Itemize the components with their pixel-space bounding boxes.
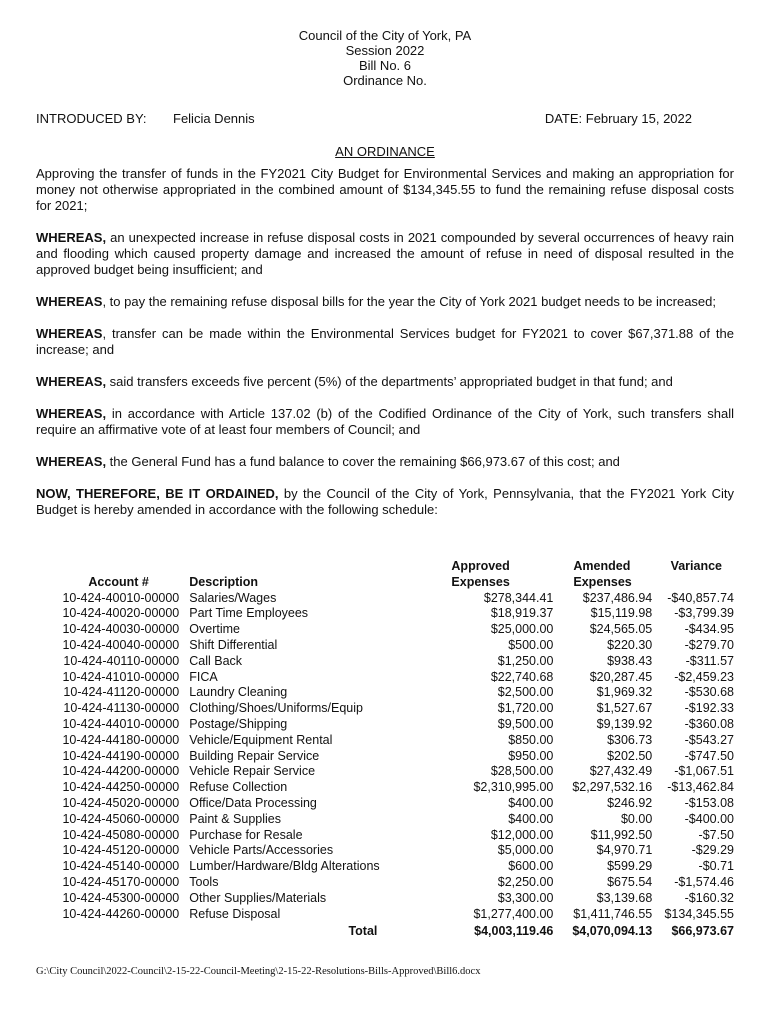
- session-label: Session 2022: [345, 43, 425, 58]
- whereas-paragraph-2: [36, 294, 734, 310]
- amended-expenses: $15,119.98: [590, 606, 653, 621]
- account-description: FICA: [189, 669, 218, 684]
- whereas-lead: WHEREAS,: [36, 374, 107, 389]
- approved-expenses: $2,310,995.00: [473, 780, 554, 795]
- amended-expenses: $0.00: [620, 811, 653, 826]
- amended-expenses-header: Expenses: [573, 574, 632, 589]
- table-row: [36, 812, 734, 828]
- bill-number: Bill No. 6: [358, 58, 412, 73]
- variance: -$543.27: [684, 732, 734, 747]
- variance: -$434.95: [684, 622, 734, 637]
- table-row: [36, 907, 734, 923]
- account-description: Call Back: [189, 653, 243, 668]
- table-body: [36, 591, 734, 923]
- account-description: Office/Data Processing: [189, 795, 317, 810]
- whereas-text: in accordance with Article 137.02 (b) of the Codified Ordinance of the City of York, such transfers shall require an affirmative vote of at least four members of Council; and: [36, 406, 734, 437]
- whereas-text: , transfer can be made within the Environmental Services budget for FY2021 to cover $67,371.88 of the increase; and: [36, 326, 734, 357]
- amended-expenses: $20,287.45: [589, 669, 653, 684]
- whereas-text: the General Fund has a fund balance to cover the remaining $66,973.67 of this cost; and: [106, 454, 620, 469]
- account-number: 10-424-45120-00000: [62, 843, 180, 858]
- approved-expenses: $500.00: [508, 637, 554, 652]
- whereas-lead: WHEREAS,: [36, 454, 107, 469]
- table-row: [36, 733, 734, 749]
- whereas-text: an unexpected increase in refuse disposal costs in 2021 compounded by several occurrences of heavy rain and flooding which caused property damage and increased the amount of refuse in need of disposal resulted in the approved budget being insufficient; and: [36, 230, 734, 277]
- table-row: [36, 859, 734, 875]
- amended-expenses: $220.30: [607, 637, 653, 652]
- amended-expenses: $2,297,532.16: [572, 780, 653, 795]
- account-number: 10-424-40020-00000: [62, 606, 180, 621]
- account-number: 10-424-44200-00000: [62, 764, 180, 779]
- amended-expenses: $3,139.68: [596, 890, 653, 905]
- amended-expenses: $1,411,746.55: [573, 906, 653, 921]
- whereas-paragraph-3: [36, 326, 734, 358]
- budget-table: [36, 559, 734, 940]
- amended-expenses: $675.54: [607, 874, 653, 889]
- table-row: [36, 606, 734, 622]
- account-description: Part Time Employees: [189, 606, 309, 621]
- account-number: 10-424-45170-00000: [62, 874, 180, 889]
- table-row: [36, 654, 734, 670]
- approved-expenses: $1,277,400.00: [473, 906, 554, 921]
- account-description: Paint & Supplies: [189, 811, 281, 826]
- approved-expenses: $28,500.00: [490, 764, 554, 779]
- amended-header: Amended: [573, 559, 631, 573]
- amended-expenses: $246.92: [607, 795, 653, 810]
- ordinance-number: Ordinance No.: [343, 73, 427, 88]
- account-number: 10-424-40040-00000: [62, 637, 180, 652]
- total-row: [36, 922, 734, 940]
- amended-expenses: $599.29: [607, 859, 653, 874]
- ordained-lead: NOW, THEREFORE, BE IT ORDAINED,: [36, 486, 279, 501]
- amended-expenses: $24,565.05: [589, 622, 653, 637]
- amended-expenses: $9,139.92: [596, 716, 653, 731]
- table-row: [36, 717, 734, 733]
- whereas-lead: WHEREAS,: [36, 406, 107, 421]
- variance: -$1,574.46: [674, 874, 734, 889]
- approved-expenses: $22,740.68: [490, 669, 554, 684]
- variance: -$7.50: [698, 827, 734, 842]
- whereas-paragraph-6: [36, 454, 734, 470]
- table-row: [36, 701, 734, 717]
- table-row: [36, 622, 734, 638]
- total-approved: $4,003,119.46: [474, 924, 554, 939]
- account-number: 10-424-40110-00000: [63, 653, 180, 668]
- introducer-name: Felicia Dennis: [173, 111, 255, 126]
- table-row: [36, 749, 734, 765]
- budget-schedule: [36, 559, 734, 940]
- variance: -$29.29: [691, 843, 734, 858]
- approved-expenses: $25,000.00: [490, 622, 554, 637]
- table-row: [36, 591, 734, 607]
- approved-expenses: $600.00: [508, 859, 554, 874]
- account-header: Account #: [88, 574, 149, 589]
- amended-expenses: $202.50: [607, 748, 653, 763]
- table-row: [36, 796, 734, 812]
- account-description: Building Repair Service: [189, 748, 320, 763]
- approved-expenses: $400.00: [508, 811, 554, 826]
- variance: -$2,459.23: [674, 669, 734, 684]
- account-number: 10-424-44260-00000: [62, 906, 180, 921]
- approved-expenses: $2,500.00: [497, 685, 554, 700]
- variance: -$153.08: [684, 795, 734, 810]
- approved-expenses: $2,250.00: [497, 874, 554, 889]
- account-number: 10-424-45140-00000: [62, 859, 180, 874]
- table-header-row-bottom: [36, 575, 734, 591]
- account-number: 10-424-40010-00000: [62, 590, 180, 605]
- account-description: Tools: [189, 874, 219, 889]
- account-number: 10-424-44180-00000: [62, 732, 180, 747]
- table-row: [36, 891, 734, 907]
- account-number: 10-424-41010-00000: [62, 669, 180, 684]
- variance: -$400.00: [684, 811, 734, 826]
- table-row: [36, 843, 734, 859]
- amended-expenses: $4,970.71: [596, 843, 653, 858]
- account-number: 10-424-45300-00000: [62, 890, 180, 905]
- account-description: Other Supplies/Materials: [189, 890, 327, 905]
- amended-expenses: $1,527.67: [596, 701, 653, 716]
- introduced-by-label: INTRODUCED BY:: [36, 111, 147, 126]
- table-row: [36, 638, 734, 654]
- table-row: [36, 685, 734, 701]
- total-amended: $4,070,094.13: [572, 924, 653, 939]
- variance: -$360.08: [684, 716, 734, 731]
- ordinance-body: [36, 166, 734, 534]
- account-description: Refuse Disposal: [189, 906, 281, 921]
- approved-expenses: $850.00: [508, 732, 554, 747]
- variance: -$747.50: [684, 748, 734, 763]
- table-row: [36, 828, 734, 844]
- account-number: 10-424-45060-00000: [62, 811, 180, 826]
- amended-expenses: $1,969.32: [596, 685, 653, 700]
- account-description: Vehicle/Equipment Rental: [189, 732, 333, 747]
- account-description: Laundry Cleaning: [189, 685, 288, 700]
- approved-expenses: $12,000.00: [490, 827, 554, 842]
- variance-header: Variance: [670, 559, 722, 573]
- table-row: [36, 780, 734, 796]
- council-name: Council of the City of York, PA: [298, 28, 472, 43]
- account-description: Vehicle Repair Service: [189, 764, 316, 779]
- account-number: 10-424-45020-00000: [62, 795, 180, 810]
- account-number: 10-424-44010-00000: [62, 716, 180, 731]
- whereas-paragraph-5: [36, 406, 734, 438]
- account-description: Purchase for Resale: [189, 827, 303, 842]
- whereas-text: said transfers exceeds five percent (5%) of the departments’ appropriated budget in that fund; and: [106, 374, 673, 389]
- file-path-footer: G:\City Council\2022-Council\2-15-22-Council-Meeting\2-15-22-Resolutions-Bills-Approved\Bill6.docx: [36, 966, 481, 977]
- variance: $134,345.55: [664, 906, 734, 921]
- table-row: [36, 670, 734, 686]
- account-number: 10-424-40030-00000: [62, 622, 180, 637]
- account-number: 10-424-45080-00000: [62, 827, 180, 842]
- account-description: Vehicle Parts/Accessories: [189, 843, 334, 858]
- approved-expenses: $9,500.00: [497, 716, 554, 731]
- account-number: 10-424-41130-00000: [63, 701, 180, 716]
- total-variance: $66,973.67: [671, 924, 734, 939]
- amended-expenses: $938.43: [607, 653, 653, 668]
- whereas-text: , to pay the remaining refuse disposal bills for the year the City of York 2021 budget needs to be increased;: [102, 294, 716, 309]
- table-header-row-top: [36, 559, 734, 575]
- approved-expenses: $18,919.37: [490, 606, 554, 621]
- variance: -$530.68: [684, 685, 734, 700]
- account-description: Lumber/Hardware/Bldg Alterations: [189, 859, 380, 874]
- approved-header: Approved: [451, 559, 510, 573]
- document-header: [0, 28, 770, 88]
- account-description: Overtime: [189, 622, 240, 637]
- account-number: 10-424-41120-00000: [63, 685, 180, 700]
- variance: -$3,799.39: [674, 606, 734, 621]
- account-number: 10-424-44250-00000: [62, 780, 180, 795]
- approved-expenses: $3,300.00: [497, 890, 554, 905]
- description-header: Description: [189, 574, 259, 589]
- account-number: 10-424-44190-00000: [62, 748, 180, 763]
- ordinance-title: AN ORDINANCE: [335, 144, 435, 159]
- variance: -$1,067.51: [674, 764, 734, 779]
- variance: -$279.70: [684, 637, 734, 652]
- whereas-paragraph-1: [36, 230, 734, 278]
- variance: -$0.71: [698, 859, 734, 874]
- approved-expenses-header: Expenses: [451, 574, 510, 589]
- purpose-paragraph: Approving the transfer of funds in the FY2021 City Budget for Environmental Services and making an appropriation for money not otherwise appropriated in the combined amount of $134,345.55 to fund the remaining refuse disposal costs for 2021;: [36, 166, 734, 213]
- ordained-text: by the Council of the City of York, Pennsylvania, that the FY2021 York City Budget is hereby amended in accordance with the following schedule:: [36, 486, 734, 517]
- amended-expenses: $27,432.49: [589, 764, 653, 779]
- variance: -$40,857.74: [667, 590, 734, 605]
- whereas-lead: WHEREAS: [36, 326, 103, 341]
- amended-expenses: $306.73: [607, 732, 653, 747]
- whereas-lead: WHEREAS: [36, 294, 103, 309]
- total-label: Total: [348, 924, 378, 939]
- table-row: [36, 875, 734, 891]
- approved-expenses: $278,344.41: [483, 590, 554, 605]
- account-description: Refuse Collection: [189, 780, 288, 795]
- amended-expenses: $11,992.50: [590, 827, 653, 842]
- variance: -$13,462.84: [667, 780, 734, 795]
- account-description: Postage/Shipping: [189, 716, 288, 731]
- approved-expenses: $950.00: [508, 748, 554, 763]
- ordained-paragraph: [36, 486, 734, 518]
- account-description: Salaries/Wages: [189, 590, 277, 605]
- amended-expenses: $237,486.94: [582, 590, 653, 605]
- approved-expenses: $400.00: [508, 795, 554, 810]
- variance: -$160.32: [684, 890, 734, 905]
- variance: -$192.33: [684, 701, 734, 716]
- ordinance-date: DATE: February 15, 2022: [544, 111, 692, 126]
- account-description: Clothing/Shoes/Uniforms/Equip: [189, 701, 363, 716]
- approved-expenses: $1,720.00: [497, 701, 554, 716]
- approved-expenses: $1,250.00: [497, 653, 554, 668]
- whereas-lead: WHEREAS,: [36, 230, 107, 245]
- variance: -$311.57: [685, 653, 734, 668]
- whereas-paragraph-4: [36, 374, 734, 390]
- table-row: [36, 764, 734, 780]
- approved-expenses: $5,000.00: [497, 843, 554, 858]
- account-description: Shift Differential: [189, 637, 278, 652]
